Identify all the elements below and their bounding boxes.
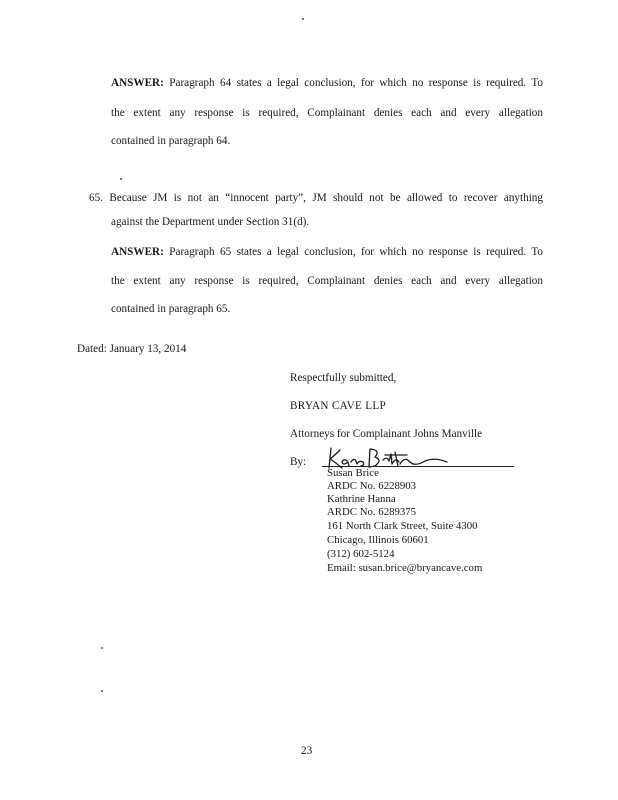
answer-text: Paragraph 65 states a legal conclusion, for which no response is required. To <box>169 246 544 258</box>
counsel-email: Email: susan.brice@bryancave.com <box>327 562 483 574</box>
firm-name: BRYAN CAVE LLP <box>290 400 386 412</box>
answer-65-line-1 <box>111 245 543 259</box>
respectfully-submitted: Respectfully submitted, <box>290 372 397 384</box>
scan-speck <box>101 690 103 692</box>
counsel-address-city: Chicago, Illinois 60601 <box>327 534 429 546</box>
answer-65-line-2: the extent any response is required, Complainant denies each and every allegation <box>111 275 543 287</box>
counsel-ardc: ARDC No. 6228903 <box>327 480 417 492</box>
page-number: 23 <box>301 745 313 757</box>
by-label: By: <box>290 456 307 468</box>
answer-64-line-2: the extent any response is required, Complainant denies each and every allegation <box>111 107 543 119</box>
answer-text: Paragraph 64 states a legal conclusion, for which no response is required. To <box>169 77 544 89</box>
paragraph-65-line-2: against the Department under Section 31(d). <box>111 216 310 228</box>
scan-speck <box>101 647 103 649</box>
attorneys-for: Attorneys for Complainant Johns Manville <box>290 428 483 440</box>
answer-65-line-3: contained in paragraph 65. <box>111 303 231 315</box>
counsel-phone: (312) 602-5124 <box>327 548 395 560</box>
counsel-address-street: 161 North Clark Street, Suite 4300 <box>327 520 478 532</box>
paragraph-65-line-1: 65. Because JM is not an “innocent party”, JM should not be allowed to recover anything <box>89 192 543 204</box>
answer-64-line-1 <box>111 76 543 90</box>
answer-label: ANSWER: <box>111 246 164 258</box>
counsel-ardc: ARDC No. 6289375 <box>327 506 417 518</box>
answer-label: ANSWER: <box>111 77 164 89</box>
answer-64-line-3: contained in paragraph 64. <box>111 135 231 147</box>
scan-speck <box>120 178 122 180</box>
scan-speck <box>302 18 304 20</box>
counsel-name: Susan Brice <box>327 467 379 479</box>
counsel-name: Kathrine Hanna <box>327 493 396 505</box>
dated-line: Dated: January 13, 2014 <box>77 343 187 355</box>
